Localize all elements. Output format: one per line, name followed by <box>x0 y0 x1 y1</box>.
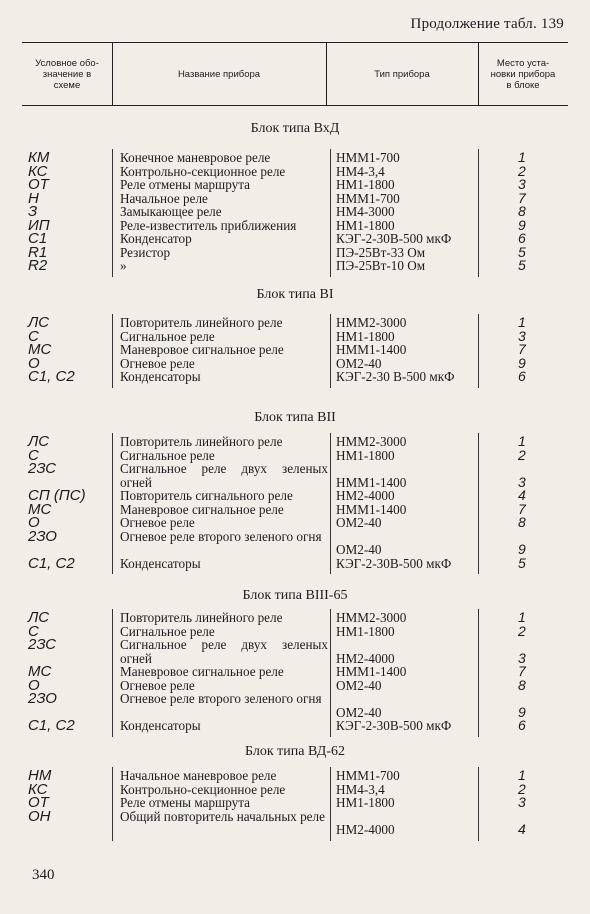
device-code: R2 <box>28 257 48 274</box>
device-code: С <box>28 446 39 464</box>
device-type: КЭГ-2-30В-500 мкФ <box>336 718 452 733</box>
section-title: Блок типа ВIII-65 <box>242 588 348 603</box>
device-name: » <box>120 258 127 273</box>
device-name: Сигнальное реле <box>120 328 215 344</box>
device-name: Реле отмены маршрута <box>120 177 250 192</box>
column-divider <box>478 149 479 277</box>
table-row <box>0 354 590 372</box>
table-row <box>0 611 590 625</box>
device-code: ЛС <box>28 433 50 450</box>
table-row <box>0 162 590 180</box>
device-name: Огневое реле <box>120 515 195 530</box>
column-divider <box>478 767 479 841</box>
device-type: НМ1-1800 <box>336 177 395 192</box>
table-row <box>0 151 590 165</box>
device-type: НММ1-700 <box>336 768 400 783</box>
device-code: Н <box>28 189 39 207</box>
device-type: НМ4-3000 <box>336 204 395 219</box>
column-divider <box>478 433 479 574</box>
install-place: 1 <box>518 314 526 330</box>
device-type: НМ1-1800 <box>336 623 395 639</box>
install-place: 8 <box>518 203 526 219</box>
device-name: Конечное маневровое реле <box>120 150 271 165</box>
device-name: Повторитель линейного реле <box>120 434 283 449</box>
table-row <box>0 780 590 798</box>
column-header-code: Условное обо- значение в схеме <box>35 57 99 91</box>
install-place: 3 <box>518 794 526 810</box>
install-place: 5 <box>518 257 526 273</box>
device-code: ЛС <box>28 314 50 331</box>
device-name: Конденсаторы <box>120 718 201 733</box>
device-name: Начальное реле <box>120 190 208 206</box>
device-name: Конденсатор <box>120 231 192 246</box>
device-code: ИП <box>28 216 50 234</box>
device-name: Огневое реле <box>120 677 195 693</box>
table-row <box>0 205 590 219</box>
column-header-type: Тип прибора <box>374 68 430 80</box>
device-code: С1, С2 <box>28 554 75 572</box>
device-code: МС <box>28 663 52 680</box>
column-divider <box>112 609 113 737</box>
device-name: Повторитель линейного реле <box>120 610 283 625</box>
device-name: Сигнальное реле <box>120 447 215 463</box>
section-title: Блок типа ВхД <box>250 121 340 136</box>
install-place: 9 <box>518 216 526 233</box>
table-row <box>0 500 590 518</box>
device-type: ОМ2-40 <box>336 355 382 371</box>
device-name: Огневое реле второго зеленого огня <box>120 691 322 706</box>
device-type: КЭГ-2-30В-500 мкФ <box>336 231 452 246</box>
section-title: Блок типа ВII <box>254 410 336 425</box>
table-row <box>0 216 590 234</box>
device-code: ЛС <box>28 609 50 626</box>
device-name: Сигнальное реле двух зеленых огней <box>120 637 328 666</box>
install-place: 3 <box>518 176 526 192</box>
column-divider <box>330 314 331 388</box>
table-row <box>0 692 590 719</box>
device-name: Замыкающее реле <box>120 204 222 219</box>
device-code: С1, С2 <box>28 717 75 734</box>
device-type: НМ2-4000 <box>336 650 395 666</box>
install-place: 6 <box>518 230 526 246</box>
table-row <box>0 638 590 665</box>
device-type: НМ4-3,4 <box>336 781 385 797</box>
table-row <box>0 327 590 345</box>
install-place: 4 <box>518 821 526 837</box>
table-row <box>0 796 590 810</box>
device-code: R1 <box>28 243 48 261</box>
device-type: НММ1-1400 <box>336 664 407 679</box>
device-type: ОМ2-40 <box>336 515 382 530</box>
device-code: С1, С2 <box>28 368 75 385</box>
install-place: 3 <box>518 649 526 666</box>
column-header-place: Место уста- новки прибора в блоке <box>490 57 556 91</box>
table-row <box>0 527 590 557</box>
device-type: НММ2-3000 <box>336 315 407 330</box>
device-type: НММ1-1400 <box>336 342 407 357</box>
install-place: 9 <box>518 354 526 371</box>
device-code: О <box>28 354 40 372</box>
device-code: ОТ <box>28 176 49 193</box>
device-code: КС <box>28 780 48 798</box>
device-code: НМ <box>28 767 52 784</box>
device-type: КЭГ-2-30В-500 мкФ <box>336 555 452 571</box>
install-place: 2 <box>518 446 526 463</box>
table-row <box>0 243 590 261</box>
column-divider <box>330 767 331 841</box>
device-code: З <box>28 203 38 220</box>
table-row <box>0 622 590 640</box>
device-code: ОН <box>28 807 51 825</box>
column-divider <box>330 433 331 574</box>
device-code: ОТ <box>28 794 49 811</box>
table-row <box>0 462 590 489</box>
table-row <box>0 807 590 837</box>
device-name: Реле отмены маршрута <box>120 795 250 810</box>
device-code: С <box>28 622 39 640</box>
device-type: КЭГ-2-30 В-500 мкФ <box>336 369 455 384</box>
install-place: 8 <box>518 514 526 530</box>
device-type: НММ1-700 <box>336 190 400 206</box>
device-name: Конденсаторы <box>120 555 201 571</box>
device-name: Реле-известитель приближения <box>120 217 297 233</box>
table-row <box>0 316 590 330</box>
install-place: 9 <box>518 541 526 557</box>
column-divider <box>112 767 113 841</box>
table-header <box>22 42 568 106</box>
install-place: 3 <box>518 327 526 344</box>
install-place: 8 <box>518 676 526 693</box>
device-name: Огневое реле <box>120 355 195 371</box>
install-place: 2 <box>518 622 526 639</box>
page-header: Продолжение табл. 139 <box>410 16 564 32</box>
device-code: СП (ПС) <box>28 487 86 504</box>
device-code: О <box>28 514 40 531</box>
device-name: Сигнальное реле двух зеленых огней <box>120 461 328 490</box>
device-type: НММ2-3000 <box>336 434 407 449</box>
table-row <box>0 516 590 530</box>
install-place: 5 <box>518 243 526 260</box>
device-name: Повторитель сигнального реле <box>120 488 293 503</box>
device-type: НМ2-4000 <box>336 488 395 503</box>
device-name: Контрольно-секционное реле <box>120 781 286 797</box>
table-row <box>0 178 590 192</box>
install-place: 9 <box>518 703 526 720</box>
device-type: ПЭ-25Вт-33 Ом <box>336 244 426 260</box>
device-type: НМ1-1800 <box>336 447 395 463</box>
install-place: 2 <box>518 780 526 797</box>
table-row <box>0 554 590 572</box>
device-code: 2ЗС <box>28 636 57 653</box>
device-type: НМ2-4000 <box>336 822 395 837</box>
device-name: Огневое реле второго зеленого огня <box>120 528 322 544</box>
device-name: Конденсаторы <box>120 369 201 384</box>
section-title: Блок типа ВI <box>256 287 334 302</box>
device-name: Повторитель линейного реле <box>120 315 283 330</box>
device-code: КМ <box>28 149 50 166</box>
column-divider <box>112 149 113 277</box>
install-place: 5 <box>518 554 526 571</box>
device-type: НММ1-1400 <box>336 501 407 517</box>
device-name: Сигнальное реле <box>120 623 215 639</box>
device-type: НМ1-1800 <box>336 328 395 344</box>
table-row <box>0 769 590 783</box>
device-name: Резистор <box>120 244 171 260</box>
install-place: 1 <box>518 149 526 165</box>
device-type: ОМ2-40 <box>336 677 382 693</box>
device-name: Начальное маневровое реле <box>120 768 277 783</box>
section-title: Блок типа ВД-62 <box>245 744 345 759</box>
device-type: НММ1-700 <box>336 150 400 165</box>
install-place: 2 <box>518 162 526 179</box>
device-code: С <box>28 327 39 345</box>
device-type: ОМ2-40 <box>336 704 382 720</box>
column-divider <box>112 433 113 574</box>
column-header-name: Название прибора <box>177 68 261 80</box>
device-code: 2ЗС <box>28 460 57 477</box>
table-row <box>0 189 590 207</box>
device-type: НМ1-1800 <box>336 217 395 233</box>
device-code: 2ЗО <box>28 527 57 545</box>
device-type: НММ1-1400 <box>336 474 407 490</box>
install-place: 7 <box>518 663 526 679</box>
install-place: 4 <box>518 487 526 503</box>
table-row <box>0 370 590 384</box>
column-divider <box>478 609 479 737</box>
device-code: КС <box>28 162 48 180</box>
table-row <box>0 343 590 357</box>
device-name: Маневровое сигнальное реле <box>120 664 284 679</box>
install-place: 1 <box>518 767 526 783</box>
device-code: О <box>28 676 40 694</box>
table-row <box>0 435 590 449</box>
install-place: 6 <box>518 368 526 384</box>
table-row <box>0 665 590 679</box>
device-type: ПЭ-25Вт-10 Ом <box>336 258 426 273</box>
device-name: Контрольно-секционное реле <box>120 163 286 179</box>
page-number: 340 <box>32 867 55 883</box>
column-divider <box>330 609 331 737</box>
install-place: 1 <box>518 609 526 625</box>
table-row <box>0 489 590 503</box>
device-name: Маневровое сигнальное реле <box>120 501 284 517</box>
table-row <box>0 676 590 694</box>
device-type: НММ2-3000 <box>336 610 407 625</box>
install-place: 7 <box>518 500 526 517</box>
table-row <box>0 232 590 246</box>
table-row <box>0 446 590 464</box>
device-code: МС <box>28 341 52 358</box>
device-code: МС <box>28 500 52 518</box>
column-divider <box>112 314 113 388</box>
install-place: 7 <box>518 189 526 206</box>
column-divider <box>478 314 479 388</box>
install-place: 7 <box>518 341 526 357</box>
device-name: Общий повторитель начальных реле <box>120 808 325 824</box>
device-code: 2ЗО <box>28 690 57 707</box>
install-place: 3 <box>518 473 526 490</box>
device-type: ОМ2-40 <box>336 542 382 557</box>
table-row <box>0 719 590 733</box>
device-type: НМ1-1800 <box>336 795 395 810</box>
install-place: 6 <box>518 717 526 733</box>
table-row <box>0 259 590 273</box>
column-divider <box>330 149 331 277</box>
device-type: НМ4-3,4 <box>336 163 385 179</box>
device-code: C1 <box>28 230 48 247</box>
device-name: Маневровое сигнальное реле <box>120 342 284 357</box>
install-place: 1 <box>518 433 526 449</box>
